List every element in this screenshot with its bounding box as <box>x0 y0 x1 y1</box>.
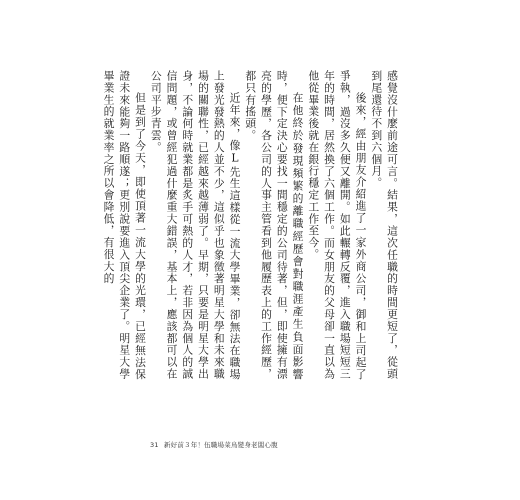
vertical-text-body <box>102 70 400 380</box>
paragraph: 感覺沒什麼前途可言。結果，這次任職的時間更短了，從頭到尾還待不到六個月。 <box>370 70 399 380</box>
paragraph: 但是到了今天，即使頂著一流大學的光環，已經無法保證未來能夠一路順遂；更別說要進入頂尖企業了。明星大學畢業生的就業率之所以會降低，有很大的 <box>102 70 147 380</box>
running-title: 新好前３年！伍職場菜鳥變身老闆心腹 <box>163 441 278 449</box>
page-footer <box>150 440 278 449</box>
paragraph: 近年來，像L先生這樣從一流大學畢業，卻無法在職場上發光發熱的人並不少，這似乎也象徵著明星大學和未來職場的關聯性，已經越來越薄弱了。早期，只要是明星大學出身，不論何時就業都是炙手可熱的人才，若非因為個人的誠信問題，或曾經犯過什麼重大錯誤，基本上，應該都可以在公司平步青雲。 <box>149 70 242 380</box>
page-number: 31 <box>150 441 159 449</box>
paragraph: 在他終於發現頻繁的離職經歷會對職涯產生負面影響時，便下定決心要找一間穩定的公司待著，但，即使擁有漂亮的學歷，各公司的人事主管看到他履歷表上的工作經歷，都只有搖頭。 <box>244 70 305 380</box>
paragraph: 後來，經由朋友介紹進了一家外商公司，御和上司起了爭執，過沒多久便又離開。如此輾轉反覆，進入職場短短三年的時間，居然換了六個工作。而女朋友的父母卻一直以為他從畢業後就在銀行穩定工作至今。 <box>307 70 368 380</box>
